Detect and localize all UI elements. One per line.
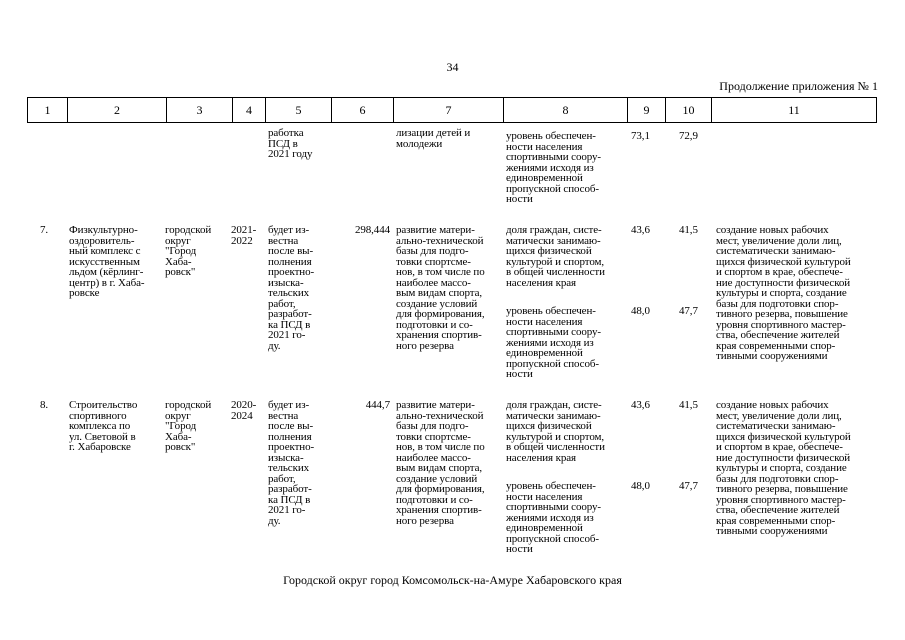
object-name: Строительство спортивного комплекса по ул. Световой в г. Хабаровске: [69, 399, 138, 453]
cont-cell-goal: лизации детей и молодежи: [396, 127, 471, 150]
value-col10: 47,7: [679, 480, 698, 492]
page-footer: Городской округ город Комсомольск-на-Амуре Хабаровского края: [283, 573, 622, 587]
value-col9: 48,0: [631, 480, 650, 492]
col-header-10: 10: [665, 98, 711, 122]
years: 2021- 2022: [231, 224, 257, 247]
row-number: 8.: [40, 399, 49, 411]
col-header-7: 7: [393, 98, 503, 122]
col-header-6: 6: [331, 98, 393, 122]
col-header-11: 11: [711, 98, 876, 122]
col-header-4: 4: [232, 98, 265, 122]
page-number: 34: [446, 60, 459, 74]
indicator-share: доля граждан, систе- матически занимаю- щихся физической культурой и спортом, в общей численности населения края: [506, 224, 605, 289]
cost-status: будет из- вестна после вы- полнения проектно- изыска- тельских работ, разработ- ка ПСД в 2021 го- ду.: [268, 224, 315, 352]
cont-cell-val9: 73,1: [631, 130, 650, 142]
col-header-5: 5: [265, 98, 331, 122]
expected-effect: создание новых рабочих мест, увеличение доли лиц, систематически занимаю- щихся физической культурой и спортом в крае, обеспече- ние доступности физической культуры и спорта, создание базы для подготовки спор- тивного резерва, повышение уровня спортивного мастер- ства, обеспечение жителей края современными спор- тивными сооружениями: [716, 224, 851, 362]
cost-value: 298,444: [354, 224, 390, 236]
indicator-capacity: уровень обеспечен- ности населения спортивными соору- жениями исходя из единовременной пропускной способ- ности: [506, 305, 601, 380]
owner: городской округ "Город Хаба- ровск": [165, 224, 212, 278]
cont-cell-val10: 72,9: [679, 130, 698, 142]
goal: развитие матери- ально-технической базы для подго- товки спортсме- нов, в том числе по наиболее массо- вым видам спорта, создание условий для формирования, подготовки и со- хранения спортив- ного резерва: [396, 399, 485, 527]
value-col10: 41,5: [679, 399, 698, 411]
cont-cell-indicator: уровень обеспечен- ности населения спортивными соору- жениями исходя из единовременной пропускной способ- ности: [506, 130, 601, 205]
indicator-share: доля граждан, систе- матически занимаю- щихся физической культурой и спортом, в общей численности населения края: [506, 399, 605, 464]
col-header-9: 9: [627, 98, 665, 122]
value-col9: 43,6: [631, 224, 650, 236]
col-header-8: 8: [503, 98, 627, 122]
owner: городской округ "Город Хаба- ровск": [165, 399, 212, 453]
appendix-continuation: Продолжение приложения № 1: [719, 79, 878, 93]
object-name: Физкультурно- оздоровитель- ный комплекс с искусственным льдом (кёрлинг- центр) в г. Хаба- ровске: [69, 224, 145, 299]
cost-value: 444,7: [365, 399, 390, 411]
col-header-1: 1: [44, 102, 51, 117]
table-header: [27, 97, 877, 123]
expected-effect: создание новых рабочих мест, увеличение доли лиц, систематически занимаю- щихся физической культурой и спортом в крае, обеспече- ние доступности физической культуры и спорта, создание базы для подготовки спор- тивного резерва, повышение уровня спортивного мастер- ства, обеспечение жителей края современными спор- тивными сооружениями: [716, 399, 851, 537]
row-number: 7.: [40, 224, 49, 236]
value-col10: 41,5: [679, 224, 698, 236]
cont-cell-status: работка ПСД в 2021 году: [268, 127, 313, 160]
cost-status: будет из- вестна после вы- полнения проектно- изыска- тельских работ, разработ- ка ПСД в 2021 го- ду.: [268, 399, 315, 527]
value-col9: 48,0: [631, 305, 650, 317]
years: 2020- 2024: [231, 399, 257, 422]
goal: развитие матери- ально-технической базы для подго- товки спортсме- нов, в том числе по наиболее массо- вым видам спорта, создание условий для формирования, подготовки и со- хранения спортив- ного резерва: [396, 224, 485, 352]
col-header-3: 3: [166, 98, 232, 122]
indicator-capacity: уровень обеспечен- ности населения спортивными соору- жениями исходя из единовременной пропускной способ- ности: [506, 480, 601, 555]
value-col10: 47,7: [679, 305, 698, 317]
value-col9: 43,6: [631, 399, 650, 411]
col-header-2: 2: [67, 98, 166, 122]
